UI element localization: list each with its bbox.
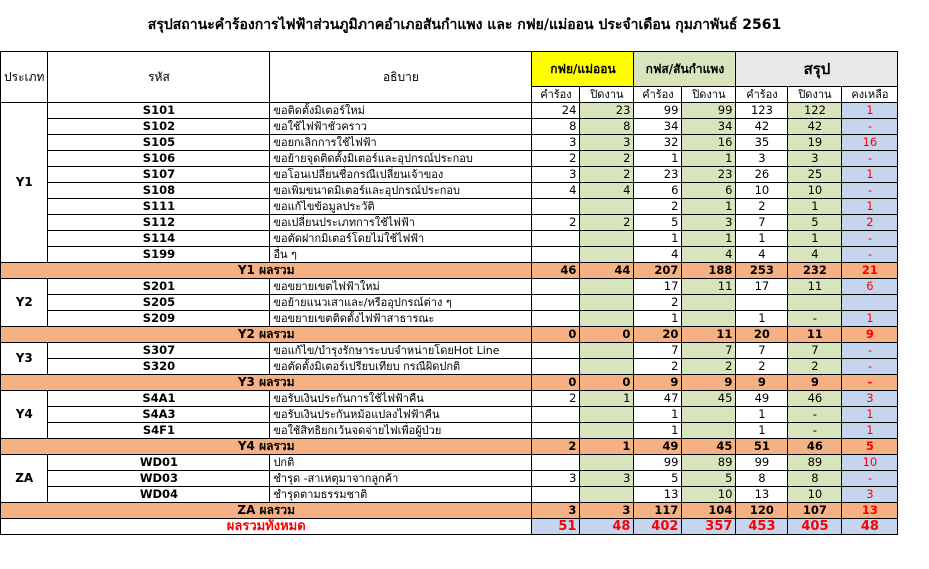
table-row bbox=[1, 359, 898, 375]
value-cell-f[interactable]: 122 bbox=[788, 103, 842, 119]
value-cell-c[interactable]: 6 bbox=[634, 183, 682, 199]
value-cell-g[interactable]: - bbox=[842, 151, 898, 167]
table-row bbox=[1, 343, 898, 359]
code-cell[interactable]: S199 bbox=[48, 247, 270, 263]
value-cell-f[interactable]: 4 bbox=[788, 247, 842, 263]
grand-total-value-a[interactable]: 51 bbox=[532, 519, 580, 535]
subtotal-row bbox=[1, 327, 898, 343]
value-cell-a[interactable] bbox=[532, 311, 580, 327]
value-cell-b[interactable] bbox=[580, 423, 634, 439]
value-cell-g[interactable]: 1 bbox=[842, 199, 898, 215]
value-cell-a[interactable]: 3 bbox=[532, 471, 580, 487]
value-cell-f[interactable]: 10 bbox=[788, 487, 842, 503]
subtotal-value-g[interactable]: 5 bbox=[842, 439, 898, 455]
description-cell[interactable]: ขอใช้ไฟฟ้าชั่วคราว bbox=[270, 119, 532, 135]
value-cell-d[interactable]: 7 bbox=[682, 343, 736, 359]
table-row bbox=[1, 135, 898, 151]
subtotal-value-g[interactable]: 9 bbox=[842, 327, 898, 343]
table-row bbox=[1, 455, 898, 471]
value-cell-a[interactable] bbox=[532, 407, 580, 423]
table-row bbox=[1, 215, 898, 231]
value-cell-e[interactable]: 49 bbox=[736, 391, 788, 407]
header-code[interactable]: รหัส bbox=[48, 52, 270, 103]
subtotal-row bbox=[1, 439, 898, 455]
value-cell-c[interactable]: 4 bbox=[634, 247, 682, 263]
value-cell-e[interactable]: 99 bbox=[736, 455, 788, 471]
value-cell-f[interactable]: 89 bbox=[788, 455, 842, 471]
value-cell-b[interactable] bbox=[580, 311, 634, 327]
header-type[interactable]: ประเภท bbox=[1, 52, 48, 103]
value-cell-g[interactable]: - bbox=[842, 343, 898, 359]
subtotal-row bbox=[1, 375, 898, 391]
description-cell[interactable]: ขอย้ายแนวเสาและ/หรืออุปกรณ์ต่าง ๆ bbox=[270, 295, 532, 311]
value-cell-g[interactable]: 3 bbox=[842, 391, 898, 407]
table-row bbox=[1, 199, 898, 215]
subtotal-value-b[interactable]: 1 bbox=[580, 439, 634, 455]
subtotal-value-f[interactable]: 107 bbox=[788, 503, 842, 519]
value-cell-a[interactable] bbox=[532, 359, 580, 375]
value-cell-a[interactable] bbox=[532, 279, 580, 295]
subtotal-value-a[interactable]: 0 bbox=[532, 375, 580, 391]
value-cell-e[interactable]: 2 bbox=[736, 199, 788, 215]
value-cell-b[interactable] bbox=[580, 295, 634, 311]
value-cell-c[interactable]: 99 bbox=[634, 455, 682, 471]
value-cell-a[interactable] bbox=[532, 423, 580, 439]
description-cell[interactable]: ขอตัดฝากมิเตอร์โดยไม่ใช้ไฟฟ้า bbox=[270, 231, 532, 247]
value-cell-g[interactable]: - bbox=[842, 471, 898, 487]
value-cell-c[interactable]: 5 bbox=[634, 215, 682, 231]
header-sankamphaeng[interactable]: กฟส/สันกำแพง bbox=[634, 52, 736, 87]
subtotal-label[interactable]: ZA ผลรวม bbox=[1, 503, 532, 519]
value-cell-b[interactable]: 2 bbox=[580, 151, 634, 167]
description-cell[interactable]: ปกติ bbox=[270, 455, 532, 471]
value-cell-e[interactable]: 1 bbox=[736, 311, 788, 327]
value-cell-d[interactable]: 3 bbox=[682, 215, 736, 231]
category-za[interactable]: ZA bbox=[1, 455, 48, 503]
subtotal-value-a[interactable]: 0 bbox=[532, 327, 580, 343]
value-cell-a[interactable] bbox=[532, 487, 580, 503]
value-cell-a[interactable] bbox=[532, 199, 580, 215]
subheader-req-3[interactable]: คำร้อง bbox=[736, 87, 788, 103]
value-cell-c[interactable]: 2 bbox=[634, 359, 682, 375]
code-cell[interactable]: S205 bbox=[48, 295, 270, 311]
value-cell-d[interactable]: 10 bbox=[682, 487, 736, 503]
value-cell-e[interactable]: 4 bbox=[736, 247, 788, 263]
table-row bbox=[1, 119, 898, 135]
description-cell[interactable]: ขอย้ายจุดติดตั้งมิเตอร์และอุปกรณ์ประกอบ bbox=[270, 151, 532, 167]
value-cell-a[interactable]: 3 bbox=[532, 167, 580, 183]
subtotal-row bbox=[1, 263, 898, 279]
header-summary[interactable]: สรุป bbox=[736, 52, 898, 87]
subtotal-label[interactable]: Y4 ผลรวม bbox=[1, 439, 532, 455]
description-cell[interactable]: ขอโอนเปลี่ยนชื่อกรณีเปลี่ยนเจ้าของ bbox=[270, 167, 532, 183]
subtotal-label[interactable]: Y2 ผลรวม bbox=[1, 327, 532, 343]
value-cell-e[interactable]: 1 bbox=[736, 407, 788, 423]
description-cell[interactable]: ขอรับเงินประกันการใช้ไฟฟ้าคืน bbox=[270, 391, 532, 407]
subtotal-value-e[interactable]: 9 bbox=[736, 375, 788, 391]
code-cell[interactable]: S101 bbox=[48, 103, 270, 119]
table-row bbox=[1, 103, 898, 119]
value-cell-a[interactable]: 3 bbox=[532, 135, 580, 151]
value-cell-f[interactable]: - bbox=[788, 407, 842, 423]
subheader-req-2[interactable]: คำร้อง bbox=[634, 87, 682, 103]
value-cell-a[interactable] bbox=[532, 295, 580, 311]
code-cell[interactable]: S4F1 bbox=[48, 423, 270, 439]
subtotal-value-g[interactable]: 21 bbox=[842, 263, 898, 279]
value-cell-f[interactable]: 8 bbox=[788, 471, 842, 487]
sheet-title: สรุปสถานะคำร้องการไฟฟ้าส่วนภูมิภาคอำเภอสันกำแพง และ กฟย/แม่ออน ประจำเดือน กุมภาพันธ์ 2561 bbox=[147, 17, 782, 33]
value-cell-e[interactable]: 42 bbox=[736, 119, 788, 135]
grand-total-row bbox=[1, 519, 898, 535]
category-y2[interactable]: Y2 bbox=[1, 279, 48, 327]
value-cell-e[interactable]: 7 bbox=[736, 215, 788, 231]
value-cell-c[interactable]: 34 bbox=[634, 119, 682, 135]
value-cell-c[interactable]: 1 bbox=[634, 231, 682, 247]
code-cell[interactable]: S209 bbox=[48, 311, 270, 327]
value-cell-f[interactable] bbox=[788, 295, 842, 311]
value-cell-c[interactable]: 1 bbox=[634, 407, 682, 423]
summary-table bbox=[0, 51, 898, 535]
code-cell[interactable]: WD03 bbox=[48, 471, 270, 487]
value-cell-c[interactable]: 5 bbox=[634, 471, 682, 487]
value-cell-f[interactable]: 1 bbox=[788, 231, 842, 247]
value-cell-b[interactable]: 4 bbox=[580, 183, 634, 199]
value-cell-a[interactable]: 8 bbox=[532, 119, 580, 135]
value-cell-d[interactable]: 4 bbox=[682, 247, 736, 263]
value-cell-g[interactable]: 10 bbox=[842, 455, 898, 471]
subtotal-value-b[interactable]: 0 bbox=[580, 327, 634, 343]
value-cell-d[interactable]: 11 bbox=[682, 279, 736, 295]
value-cell-e[interactable]: 17 bbox=[736, 279, 788, 295]
table-row bbox=[1, 391, 898, 407]
code-cell[interactable]: S107 bbox=[48, 167, 270, 183]
category-y1[interactable]: Y1 bbox=[1, 103, 48, 263]
value-cell-d[interactable]: 6 bbox=[682, 183, 736, 199]
description-cell[interactable]: ขอยกเลิกการใช้ไฟฟ้า bbox=[270, 135, 532, 151]
value-cell-b[interactable] bbox=[580, 359, 634, 375]
code-cell[interactable]: S320 bbox=[48, 359, 270, 375]
table-row bbox=[1, 183, 898, 199]
value-cell-c[interactable]: 17 bbox=[634, 279, 682, 295]
value-cell-a[interactable]: 4 bbox=[532, 183, 580, 199]
value-cell-c[interactable]: 1 bbox=[634, 151, 682, 167]
code-cell[interactable]: S102 bbox=[48, 119, 270, 135]
description-cell[interactable]: อื่น ๆ bbox=[270, 247, 532, 263]
value-cell-f[interactable]: 10 bbox=[788, 183, 842, 199]
value-cell-f[interactable]: 3 bbox=[788, 151, 842, 167]
value-cell-a[interactable] bbox=[532, 247, 580, 263]
description-cell[interactable]: ขอตัดตั้งมิเตอร์เปรียบเทียบ กรณีผิดปกติ bbox=[270, 359, 532, 375]
value-cell-e[interactable]: 123 bbox=[736, 103, 788, 119]
subtotal-value-b[interactable]: 3 bbox=[580, 503, 634, 519]
value-cell-f[interactable]: 11 bbox=[788, 279, 842, 295]
subtotal-label[interactable]: Y3 ผลรวม bbox=[1, 375, 532, 391]
code-cell[interactable]: WD04 bbox=[48, 487, 270, 503]
subtotal-value-e[interactable]: 120 bbox=[736, 503, 788, 519]
value-cell-f[interactable]: 46 bbox=[788, 391, 842, 407]
subtotal-value-f[interactable]: 11 bbox=[788, 327, 842, 343]
value-cell-b[interactable] bbox=[580, 279, 634, 295]
code-cell[interactable]: S105 bbox=[48, 135, 270, 151]
header-desc[interactable]: อธิบาย bbox=[270, 52, 532, 103]
grand-total-value-b[interactable]: 48 bbox=[580, 519, 634, 535]
subtotal-value-f[interactable]: 9 bbox=[788, 375, 842, 391]
value-cell-c[interactable]: 47 bbox=[634, 391, 682, 407]
value-cell-e[interactable]: 2 bbox=[736, 359, 788, 375]
value-cell-c[interactable]: 99 bbox=[634, 103, 682, 119]
subtotal-value-d[interactable]: 104 bbox=[682, 503, 736, 519]
value-cell-g[interactable]: 1 bbox=[842, 311, 898, 327]
value-cell-f[interactable]: 7 bbox=[788, 343, 842, 359]
value-cell-d[interactable]: 99 bbox=[682, 103, 736, 119]
value-cell-f[interactable]: 19 bbox=[788, 135, 842, 151]
subtotal-value-d[interactable]: 188 bbox=[682, 263, 736, 279]
value-cell-f[interactable]: - bbox=[788, 423, 842, 439]
subtotal-value-f[interactable]: 46 bbox=[788, 439, 842, 455]
value-cell-d[interactable]: 5 bbox=[682, 471, 736, 487]
value-cell-b[interactable] bbox=[580, 199, 634, 215]
value-cell-b[interactable]: 23 bbox=[580, 103, 634, 119]
value-cell-a[interactable]: 2 bbox=[532, 215, 580, 231]
subtotal-value-c[interactable]: 207 bbox=[634, 263, 682, 279]
code-cell[interactable]: S106 bbox=[48, 151, 270, 167]
description-cell[interactable]: ขอแก้ไข/บำรุงรักษาระบบจำหน่ายโดยHot Line bbox=[270, 343, 532, 359]
subtotal-value-c[interactable]: 49 bbox=[634, 439, 682, 455]
value-cell-b[interactable] bbox=[580, 487, 634, 503]
table-row bbox=[1, 247, 898, 263]
value-cell-f[interactable]: 5 bbox=[788, 215, 842, 231]
subtotal-value-e[interactable]: 51 bbox=[736, 439, 788, 455]
code-cell[interactable]: S4A3 bbox=[48, 407, 270, 423]
subheader-closed-1[interactable]: ปิดงาน bbox=[580, 87, 634, 103]
value-cell-b[interactable] bbox=[580, 247, 634, 263]
grand-total-value-d[interactable]: 357 bbox=[682, 519, 736, 535]
subtotal-value-g[interactable]: - bbox=[842, 375, 898, 391]
table-row bbox=[1, 151, 898, 167]
value-cell-g[interactable]: 3 bbox=[842, 487, 898, 503]
subheader-closed-3[interactable]: ปิดงาน bbox=[788, 87, 842, 103]
grand-total-value-g[interactable]: 48 bbox=[842, 519, 898, 535]
category-y3[interactable]: Y3 bbox=[1, 343, 48, 375]
value-cell-g[interactable]: 1 bbox=[842, 407, 898, 423]
subtotal-row bbox=[1, 503, 898, 519]
table-row bbox=[1, 487, 898, 503]
subtotal-value-e[interactable]: 20 bbox=[736, 327, 788, 343]
value-cell-b[interactable]: 3 bbox=[580, 135, 634, 151]
value-cell-g[interactable]: - bbox=[842, 231, 898, 247]
description-cell[interactable]: ขอรับเงินประกันหม้อแปลงไฟฟ้าคืน bbox=[270, 407, 532, 423]
subtotal-value-a[interactable]: 2 bbox=[532, 439, 580, 455]
description-cell[interactable]: ขอขยายเขตไฟฟ้าใหม่ bbox=[270, 279, 532, 295]
value-cell-g[interactable]: - bbox=[842, 119, 898, 135]
value-cell-d[interactable]: 89 bbox=[682, 455, 736, 471]
value-cell-e[interactable]: 35 bbox=[736, 135, 788, 151]
value-cell-g[interactable]: 1 bbox=[842, 423, 898, 439]
value-cell-c[interactable]: 13 bbox=[634, 487, 682, 503]
value-cell-e[interactable]: 10 bbox=[736, 183, 788, 199]
code-cell[interactable]: S114 bbox=[48, 231, 270, 247]
description-cell[interactable]: ขอขยายเขตติดตั้งไฟฟ้าสาธารณะ bbox=[270, 311, 532, 327]
subtotal-value-b[interactable]: 0 bbox=[580, 375, 634, 391]
subtotal-value-e[interactable]: 253 bbox=[736, 263, 788, 279]
value-cell-d[interactable]: 1 bbox=[682, 231, 736, 247]
header-row bbox=[1, 52, 898, 87]
value-cell-b[interactable] bbox=[580, 455, 634, 471]
value-cell-a[interactable] bbox=[532, 455, 580, 471]
value-cell-g[interactable]: 16 bbox=[842, 135, 898, 151]
description-cell[interactable]: ชำรุด -สาเหตุมาจากลูกค้า bbox=[270, 471, 532, 487]
value-cell-e[interactable]: 13 bbox=[736, 487, 788, 503]
subtotal-value-c[interactable]: 117 bbox=[634, 503, 682, 519]
subtotal-value-d[interactable]: 11 bbox=[682, 327, 736, 343]
code-cell[interactable]: S201 bbox=[48, 279, 270, 295]
value-cell-e[interactable]: 1 bbox=[736, 231, 788, 247]
value-cell-e[interactable]: 3 bbox=[736, 151, 788, 167]
value-cell-d[interactable] bbox=[682, 311, 736, 327]
table-row bbox=[1, 471, 898, 487]
subtotal-value-f[interactable]: 232 bbox=[788, 263, 842, 279]
grand-total-value-f[interactable]: 405 bbox=[788, 519, 842, 535]
header-maeon[interactable]: กฟย/แม่ออน bbox=[532, 52, 634, 87]
value-cell-c[interactable]: 1 bbox=[634, 423, 682, 439]
value-cell-b[interactable]: 8 bbox=[580, 119, 634, 135]
subtotal-value-d[interactable]: 45 bbox=[682, 439, 736, 455]
value-cell-g[interactable]: 6 bbox=[842, 279, 898, 295]
value-cell-d[interactable]: 45 bbox=[682, 391, 736, 407]
value-cell-b[interactable]: 3 bbox=[580, 471, 634, 487]
grand-total-label[interactable]: ผลรวมทั้งหมด bbox=[1, 519, 532, 535]
value-cell-f[interactable]: - bbox=[788, 311, 842, 327]
value-cell-b[interactable] bbox=[580, 407, 634, 423]
table-row bbox=[1, 231, 898, 247]
value-cell-d[interactable]: 34 bbox=[682, 119, 736, 135]
code-cell[interactable]: WD01 bbox=[48, 455, 270, 471]
subtotal-value-d[interactable]: 9 bbox=[682, 375, 736, 391]
value-cell-f[interactable]: 1 bbox=[788, 199, 842, 215]
value-cell-d[interactable]: 2 bbox=[682, 359, 736, 375]
table-row bbox=[1, 279, 898, 295]
value-cell-b[interactable]: 2 bbox=[580, 215, 634, 231]
subheader-remain[interactable]: คงเหลือ bbox=[842, 87, 898, 103]
value-cell-d[interactable]: 1 bbox=[682, 151, 736, 167]
value-cell-a[interactable]: 2 bbox=[532, 151, 580, 167]
subtotal-value-c[interactable]: 20 bbox=[634, 327, 682, 343]
value-cell-g[interactable]: 2 bbox=[842, 215, 898, 231]
code-cell[interactable]: S307 bbox=[48, 343, 270, 359]
subheader-closed-2[interactable]: ปิดงาน bbox=[682, 87, 736, 103]
table-row bbox=[1, 295, 898, 311]
description-cell[interactable]: ขอใช้สิทธิยกเว้นจดจ่ายไฟเพื่อผู้ป่วย bbox=[270, 423, 532, 439]
value-cell-c[interactable]: 1 bbox=[634, 311, 682, 327]
value-cell-g[interactable] bbox=[842, 295, 898, 311]
subtotal-value-a[interactable]: 3 bbox=[532, 503, 580, 519]
value-cell-f[interactable]: 42 bbox=[788, 119, 842, 135]
code-cell[interactable]: S111 bbox=[48, 199, 270, 215]
table-row bbox=[1, 407, 898, 423]
description-cell[interactable]: ชำรุดตามธรรมชาติ bbox=[270, 487, 532, 503]
value-cell-a[interactable] bbox=[532, 343, 580, 359]
subtotal-label[interactable]: Y1 ผลรวม bbox=[1, 263, 532, 279]
value-cell-g[interactable]: - bbox=[842, 183, 898, 199]
value-cell-b[interactable] bbox=[580, 343, 634, 359]
value-cell-f[interactable]: 2 bbox=[788, 359, 842, 375]
value-cell-e[interactable]: 7 bbox=[736, 343, 788, 359]
value-cell-e[interactable]: 8 bbox=[736, 471, 788, 487]
table-row bbox=[1, 423, 898, 439]
value-cell-e[interactable] bbox=[736, 295, 788, 311]
value-cell-a[interactable]: 24 bbox=[532, 103, 580, 119]
value-cell-d[interactable]: 1 bbox=[682, 199, 736, 215]
value-cell-d[interactable] bbox=[682, 295, 736, 311]
value-cell-c[interactable]: 7 bbox=[634, 343, 682, 359]
value-cell-d[interactable]: 16 bbox=[682, 135, 736, 151]
code-cell[interactable]: S4A1 bbox=[48, 391, 270, 407]
subtotal-value-a[interactable]: 46 bbox=[532, 263, 580, 279]
description-cell[interactable]: ขอเปลี่ยนประเภทการใช้ไฟฟ้า bbox=[270, 215, 532, 231]
value-cell-e[interactable]: 26 bbox=[736, 167, 788, 183]
value-cell-c[interactable]: 32 bbox=[634, 135, 682, 151]
description-cell[interactable]: ขอเพิ่มขนาดมิเตอร์และอุปกรณ์ประกอบ bbox=[270, 183, 532, 199]
value-cell-c[interactable]: 23 bbox=[634, 167, 682, 183]
value-cell-c[interactable]: 2 bbox=[634, 199, 682, 215]
description-cell[interactable]: ขอติดตั้งมิเตอร์ใหม่ bbox=[270, 103, 532, 119]
value-cell-f[interactable]: 25 bbox=[788, 167, 842, 183]
value-cell-b[interactable]: 1 bbox=[580, 391, 634, 407]
category-y4[interactable]: Y4 bbox=[1, 391, 48, 439]
table-row bbox=[1, 167, 898, 183]
subtotal-value-c[interactable]: 9 bbox=[634, 375, 682, 391]
value-cell-c[interactable]: 2 bbox=[634, 295, 682, 311]
value-cell-b[interactable] bbox=[580, 231, 634, 247]
code-cell[interactable]: S108 bbox=[48, 183, 270, 199]
subheader-req-1[interactable]: คำร้อง bbox=[532, 87, 580, 103]
grand-total-value-e[interactable]: 453 bbox=[736, 519, 788, 535]
description-cell[interactable]: ขอแก้ไขข้อมูลประวัติ bbox=[270, 199, 532, 215]
value-cell-d[interactable]: 23 bbox=[682, 167, 736, 183]
value-cell-g[interactable]: - bbox=[842, 359, 898, 375]
value-cell-g[interactable]: 1 bbox=[842, 103, 898, 119]
value-cell-d[interactable] bbox=[682, 423, 736, 439]
value-cell-a[interactable]: 2 bbox=[532, 391, 580, 407]
subtotal-value-b[interactable]: 44 bbox=[580, 263, 634, 279]
value-cell-b[interactable]: 2 bbox=[580, 167, 634, 183]
grand-total-value-c[interactable]: 402 bbox=[634, 519, 682, 535]
subtotal-value-g[interactable]: 13 bbox=[842, 503, 898, 519]
value-cell-a[interactable] bbox=[532, 231, 580, 247]
value-cell-g[interactable]: 1 bbox=[842, 167, 898, 183]
value-cell-g[interactable]: - bbox=[842, 247, 898, 263]
table-row bbox=[1, 311, 898, 327]
value-cell-d[interactable] bbox=[682, 407, 736, 423]
code-cell[interactable]: S112 bbox=[48, 215, 270, 231]
value-cell-e[interactable]: 1 bbox=[736, 423, 788, 439]
